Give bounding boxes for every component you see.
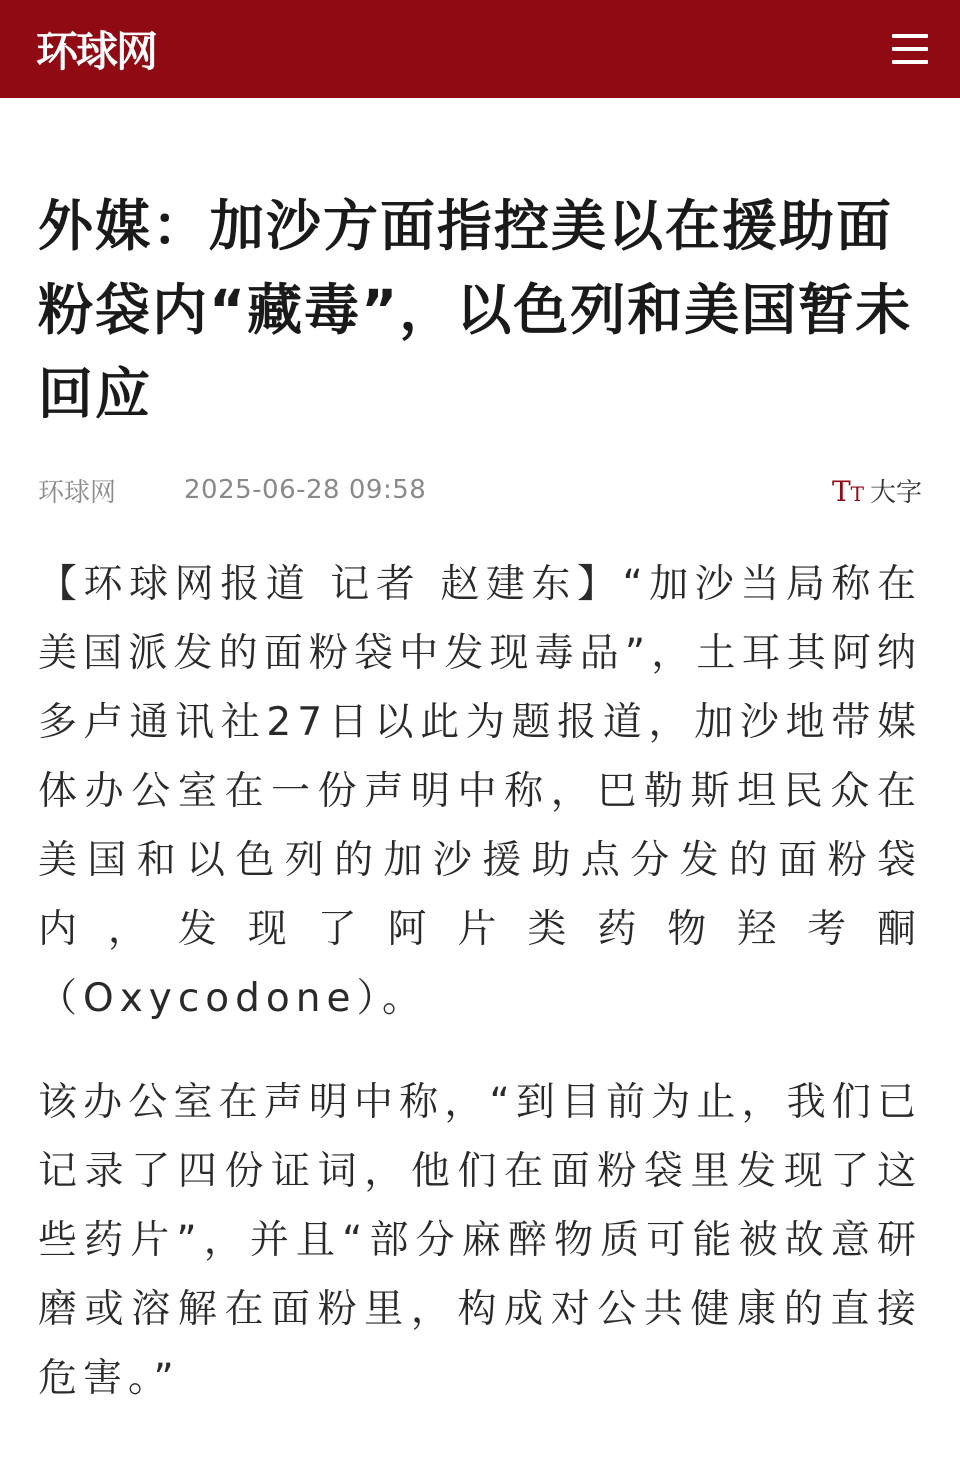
article-paragraph: 该办公室在声明中称，“到目前为止，我们已记录了四份证词，他们在面粉袋里发现了这些药片”，并且“部分麻醉物质可能被故意研磨或溶解在面粉里，构成对公共健康的直接危害。” xyxy=(38,1080,922,1401)
site-logo[interactable]: 环球网 xyxy=(36,27,157,76)
large-font-toggle[interactable] xyxy=(832,472,922,509)
top-navigation-bar xyxy=(0,0,960,98)
font-size-icon: TT xyxy=(831,475,864,508)
menu-line xyxy=(892,60,928,64)
article-source: 环球网 xyxy=(38,477,117,508)
menu-line xyxy=(892,47,928,51)
article-meta xyxy=(38,470,922,510)
article-paragraph: 【环球网报道 记者 赵建东】“加沙当局称在美国派发的面粉袋中发现毒品”，土耳其阿纳多卢通讯社27日以此为题报道，加沙地带媒体办公室在一份声明中称，巴勒斯坦民众在美国和以色列的加沙援助点分发的面粉袋内，发现了阿片类药物羟考酮（Oxycodone）。 xyxy=(38,562,922,1021)
article-title: 外媒：加沙方面指控美以在援助面粉袋内“藏毒”，以色列和美国暂未回应 xyxy=(38,194,913,426)
menu-line xyxy=(892,34,928,38)
article-timestamp: 2025-06-28 09:58 xyxy=(184,475,427,505)
hamburger-menu-icon[interactable] xyxy=(890,29,930,69)
font-toggle-label: 大字 xyxy=(869,478,922,508)
